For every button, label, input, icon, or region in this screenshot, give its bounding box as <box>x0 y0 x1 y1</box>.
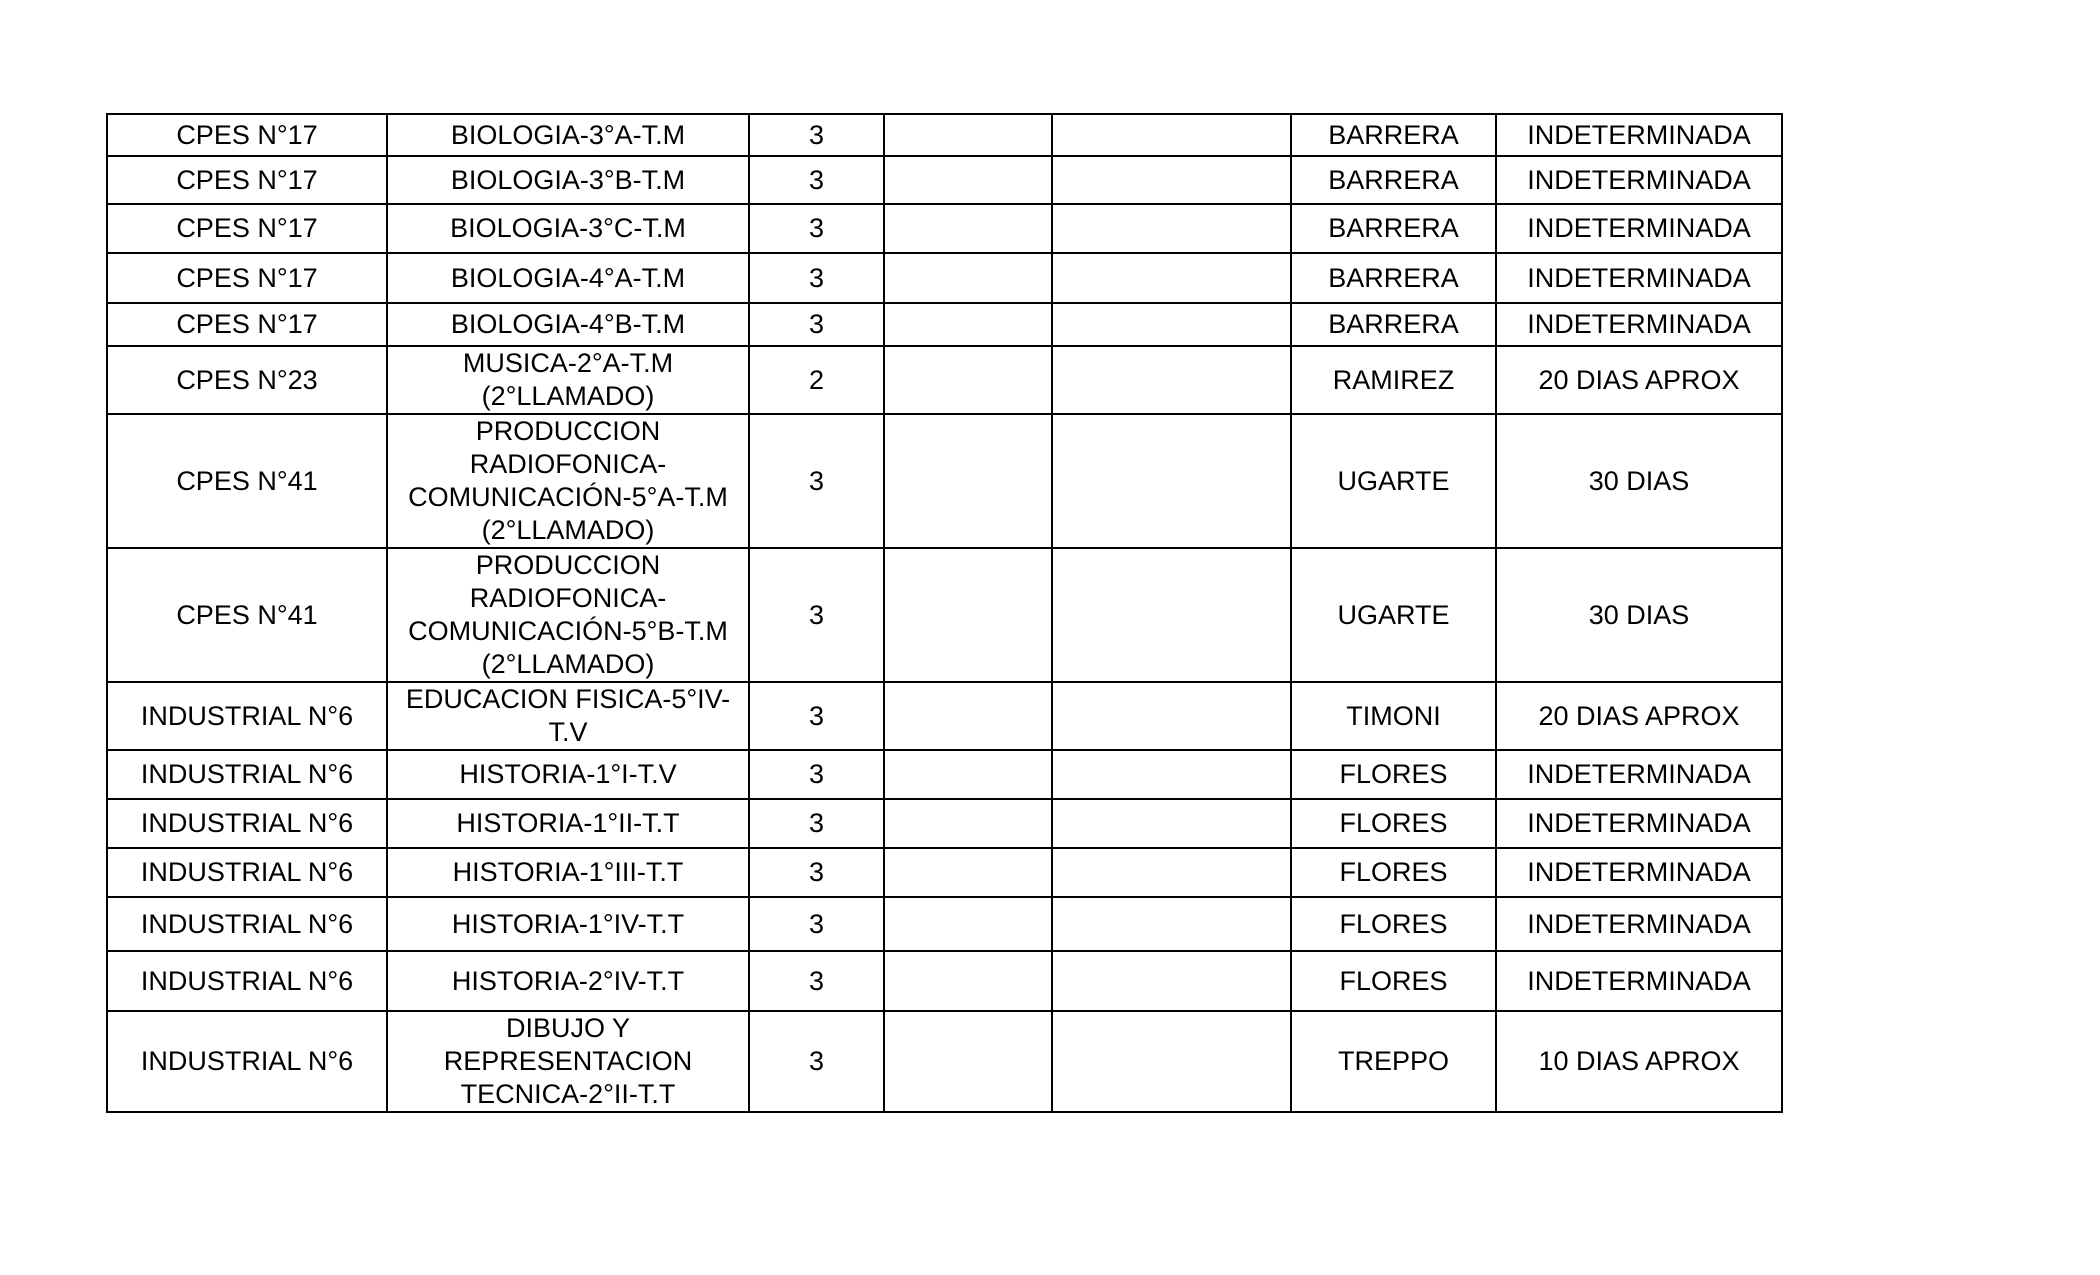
empty-cell <box>884 114 1052 156</box>
empty-cell <box>1052 114 1291 156</box>
duration-cell: 20 DIAS APROX <box>1496 346 1782 414</box>
empty-cell <box>1052 346 1291 414</box>
school-cell: CPES N°17 <box>107 204 387 253</box>
empty-cell <box>1052 951 1291 1011</box>
empty-cell <box>1052 303 1291 346</box>
hours-cell: 3 <box>749 414 884 548</box>
teacher-cell: BARRERA <box>1291 204 1496 253</box>
empty-cell <box>884 848 1052 897</box>
hours-cell: 3 <box>749 303 884 346</box>
school-cell: INDUSTRIAL N°6 <box>107 848 387 897</box>
subject-line: EDUCACION FISICA-5°IV- <box>405 684 731 714</box>
teacher-cell: TREPPO <box>1291 1011 1496 1112</box>
subject-line: T.V <box>548 717 588 747</box>
subject-line: PRODUCCION <box>475 416 661 446</box>
empty-cell <box>884 951 1052 1011</box>
duration-cell: 30 DIAS <box>1496 548 1782 682</box>
table-row <box>107 750 1782 799</box>
table-row <box>107 897 1782 951</box>
school-cell: CPES N°41 <box>107 548 387 682</box>
empty-cell <box>884 548 1052 682</box>
subject-line: BIOLOGIA-4°B-T.M <box>450 309 686 339</box>
empty-cell <box>1052 1011 1291 1112</box>
duration-cell: INDETERMINADA <box>1496 750 1782 799</box>
table-row <box>107 253 1782 303</box>
subject-line: RADIOFONICA- <box>469 449 667 479</box>
subject-cell <box>387 1011 749 1112</box>
empty-cell <box>884 1011 1052 1112</box>
empty-cell <box>884 253 1052 303</box>
subject-line: TECNICA-2°II-T.T <box>460 1079 676 1109</box>
table-row <box>107 414 1782 548</box>
school-cell: CPES N°17 <box>107 156 387 204</box>
empty-cell <box>884 750 1052 799</box>
teacher-cell: BARRERA <box>1291 156 1496 204</box>
subject-cell <box>387 799 749 848</box>
subject-line: HISTORIA-1°IV-T.T <box>451 908 685 939</box>
school-cell: INDUSTRIAL N°6 <box>107 897 387 951</box>
teacher-cell: FLORES <box>1291 848 1496 897</box>
subject-line: BIOLOGIA-3°B-T.M <box>450 164 686 195</box>
table-row <box>107 548 1782 682</box>
table-row <box>107 848 1782 897</box>
table-row <box>107 156 1782 204</box>
subject-cell <box>387 156 749 204</box>
hours-cell: 3 <box>749 548 884 682</box>
hours-cell: 3 <box>749 253 884 303</box>
table-row <box>107 204 1782 253</box>
subject-cell <box>387 897 749 951</box>
table-row <box>107 951 1782 1011</box>
subject-line: HISTORIA-1°III-T.T <box>452 857 684 887</box>
school-cell: INDUSTRIAL N°6 <box>107 799 387 848</box>
vacancy-table <box>106 113 1783 1113</box>
empty-cell <box>1052 204 1291 253</box>
empty-cell <box>1052 848 1291 897</box>
school-cell: CPES N°17 <box>107 303 387 346</box>
school-cell: INDUSTRIAL N°6 <box>107 1011 387 1112</box>
empty-cell <box>1052 799 1291 848</box>
hours-cell: 3 <box>749 114 884 156</box>
duration-cell: INDETERMINADA <box>1496 848 1782 897</box>
subject-line: MUSICA-2°A-T.M <box>462 348 674 378</box>
table-row <box>107 114 1782 156</box>
table-row <box>107 682 1782 750</box>
empty-cell <box>884 682 1052 750</box>
empty-cell <box>1052 750 1291 799</box>
subject-line: (2°LLAMADO) <box>481 381 655 411</box>
school-cell: CPES N°17 <box>107 253 387 303</box>
empty-cell <box>884 346 1052 414</box>
empty-cell <box>884 414 1052 548</box>
subject-cell <box>387 750 749 799</box>
subject-line: HISTORIA-1°I-T.V <box>459 759 677 789</box>
empty-cell <box>1052 548 1291 682</box>
subject-line: DIBUJO Y <box>505 1013 631 1043</box>
subject-line: RADIOFONICA- <box>469 583 667 613</box>
subject-cell <box>387 114 749 156</box>
school-cell: INDUSTRIAL N°6 <box>107 951 387 1011</box>
duration-cell: INDETERMINADA <box>1496 951 1782 1011</box>
subject-line: REPRESENTACION <box>443 1046 693 1076</box>
teacher-cell: UGARTE <box>1291 548 1496 682</box>
empty-cell <box>884 156 1052 204</box>
empty-cell <box>884 303 1052 346</box>
duration-cell: INDETERMINADA <box>1496 897 1782 951</box>
subject-line: HISTORIA-1°II-T.T <box>456 808 680 838</box>
hours-cell: 3 <box>749 799 884 848</box>
duration-cell: INDETERMINADA <box>1496 253 1782 303</box>
school-cell: CPES N°23 <box>107 346 387 414</box>
school-cell: INDUSTRIAL N°6 <box>107 750 387 799</box>
teacher-cell: FLORES <box>1291 897 1496 951</box>
empty-cell <box>1052 682 1291 750</box>
teacher-cell: BARRERA <box>1291 253 1496 303</box>
school-cell: CPES N°17 <box>107 114 387 156</box>
empty-cell <box>1052 253 1291 303</box>
teacher-cell: BARRERA <box>1291 303 1496 346</box>
empty-cell <box>884 799 1052 848</box>
subject-line: BIOLOGIA-4°A-T.M <box>450 262 686 293</box>
subject-line: (2°LLAMADO) <box>481 515 655 545</box>
duration-cell: INDETERMINADA <box>1496 204 1782 253</box>
subject-cell <box>387 303 749 346</box>
empty-cell <box>884 204 1052 253</box>
subject-cell <box>387 682 749 750</box>
hours-cell: 3 <box>749 156 884 204</box>
subject-line: BIOLOGIA-3°C-T.M <box>450 213 686 243</box>
duration-cell: 20 DIAS APROX <box>1496 682 1782 750</box>
subject-cell <box>387 548 749 682</box>
teacher-cell: TIMONI <box>1291 682 1496 750</box>
teacher-cell: BARRERA <box>1291 114 1496 156</box>
school-cell: CPES N°41 <box>107 414 387 548</box>
subject-line: PRODUCCION <box>475 550 661 580</box>
teacher-cell: UGARTE <box>1291 414 1496 548</box>
table-row <box>107 1011 1782 1112</box>
duration-cell: INDETERMINADA <box>1496 156 1782 204</box>
subject-cell <box>387 414 749 548</box>
empty-cell <box>1052 897 1291 951</box>
hours-cell: 3 <box>749 897 884 951</box>
school-cell: INDUSTRIAL N°6 <box>107 682 387 750</box>
teacher-cell: FLORES <box>1291 799 1496 848</box>
table-row <box>107 799 1782 848</box>
hours-cell: 3 <box>749 1011 884 1112</box>
hours-cell: 2 <box>749 346 884 414</box>
subject-line: BIOLOGIA-3°A-T.M <box>450 119 686 150</box>
subject-cell <box>387 951 749 1011</box>
subject-line: COMUNICACIÓN-5°A-T.M <box>408 482 728 512</box>
duration-cell: INDETERMINADA <box>1496 303 1782 346</box>
subject-cell <box>387 253 749 303</box>
table-row <box>107 303 1782 346</box>
subject-cell <box>387 848 749 897</box>
duration-cell: 10 DIAS APROX <box>1496 1011 1782 1112</box>
empty-cell <box>884 897 1052 951</box>
hours-cell: 3 <box>749 848 884 897</box>
subject-line: HISTORIA-2°IV-T.T <box>451 965 685 996</box>
hours-cell: 3 <box>749 750 884 799</box>
table-row <box>107 346 1782 414</box>
teacher-cell: FLORES <box>1291 951 1496 1011</box>
empty-cell <box>1052 414 1291 548</box>
teacher-cell: RAMIREZ <box>1291 346 1496 414</box>
duration-cell: 30 DIAS <box>1496 414 1782 548</box>
hours-cell: 3 <box>749 682 884 750</box>
subject-cell <box>387 204 749 253</box>
duration-cell: INDETERMINADA <box>1496 114 1782 156</box>
empty-cell <box>1052 156 1291 204</box>
subject-line: (2°LLAMADO) <box>481 649 655 679</box>
subject-line: COMUNICACIÓN-5°B-T.M <box>408 616 728 646</box>
teacher-cell: FLORES <box>1291 750 1496 799</box>
subject-cell <box>387 346 749 414</box>
hours-cell: 3 <box>749 204 884 253</box>
hours-cell: 3 <box>749 951 884 1011</box>
duration-cell: INDETERMINADA <box>1496 799 1782 848</box>
table-body <box>107 114 1782 1112</box>
